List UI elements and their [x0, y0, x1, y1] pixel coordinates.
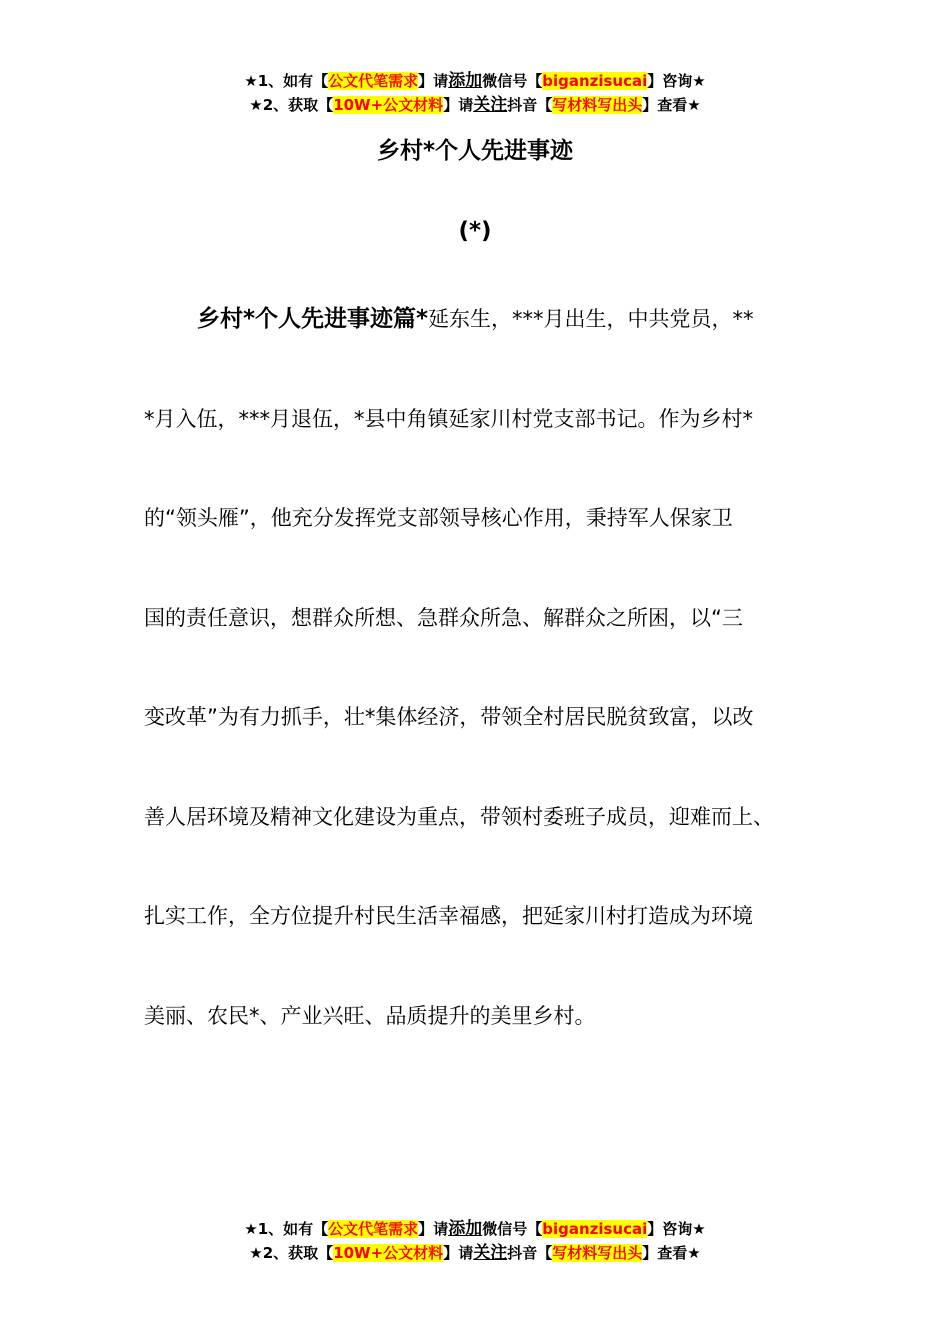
banner-text: 】查看★: [642, 96, 701, 114]
banner-highlight: 公文代笔需求: [328, 1220, 419, 1238]
section-heading: 乡村*个人先进事迹篇*: [197, 306, 429, 332]
body-line: 扎实工作，全方位提升村民生活幸福感，把延家川村打造成为环境: [144, 904, 753, 928]
body-line: 变改革”为有力抓手，壮*集体经济，带领全村居民脱贫致富，以改: [144, 705, 754, 729]
document-title: 乡村*个人先进事迹: [376, 138, 574, 164]
banner-text: 】请: [418, 72, 449, 90]
document-body: [144, 301, 814, 1097]
banner-text: 微信号【: [482, 1220, 543, 1238]
banner-text: 】请: [443, 96, 474, 114]
banner-emphasis: 添加: [448, 1219, 483, 1239]
banner-text: ★2、获取【: [249, 1244, 334, 1262]
banner-highlight: biganzisucai: [542, 1220, 648, 1238]
body-line: [144, 301, 814, 401]
body-text: 延东生，***月出生，中共党员，**: [428, 307, 754, 331]
banner-text: ★1、如有【: [244, 72, 329, 90]
banner-line-1: [0, 1217, 950, 1241]
banner-text: 】请: [418, 1220, 449, 1238]
banner-highlight: 10W+公文材料: [333, 96, 444, 114]
banner-line-1: [0, 69, 950, 93]
banner-text: 】请: [443, 1244, 474, 1262]
banner-line-2: [0, 93, 950, 117]
banner-highlight: 写材料写出头: [552, 96, 643, 114]
banner-highlight: 公文代笔需求: [328, 72, 419, 90]
banner-emphasis: 关注: [473, 95, 508, 115]
body-line: 善人居环境及精神文化建设为重点，带领村委班子成员，迎难而上、: [144, 804, 774, 829]
body-line: 国的责任意识，想群众所想、急群众所急、解群众之所困，以“三: [144, 605, 743, 630]
banner-text: 】咨询★: [647, 1220, 706, 1238]
banner-text: 】咨询★: [647, 72, 706, 90]
banner-text: ★2、获取【: [249, 96, 334, 114]
banner-text: 微信号【: [482, 72, 543, 90]
banner-line-2: [0, 1241, 950, 1265]
banner-emphasis: 关注: [473, 1243, 508, 1263]
banner-text: 抖音【: [507, 96, 553, 114]
banner-text: 】查看★: [642, 1244, 701, 1262]
banner-highlight: 10W+公文材料: [333, 1244, 444, 1262]
body-line: *月入伍，***月退伍，*县中角镇延家川村党支部书记。作为乡村*: [144, 406, 753, 431]
banner-highlight: biganzisucai: [542, 72, 648, 90]
banner-emphasis: 添加: [448, 71, 483, 91]
banner-highlight: 写材料写出头: [552, 1244, 643, 1262]
footer-banner: [0, 1217, 950, 1265]
document-subtitle: (*): [458, 218, 492, 244]
header-banner: [0, 69, 950, 117]
body-line: 美丽、农民*、产业兴旺、品质提升的美里乡村。: [144, 1003, 596, 1028]
banner-text: 抖音【: [507, 1244, 553, 1262]
body-line: 的“领头雁”，他充分发挥党支部领导核心作用，秉持军人保家卫: [144, 506, 733, 530]
banner-text: ★1、如有【: [244, 1220, 329, 1238]
